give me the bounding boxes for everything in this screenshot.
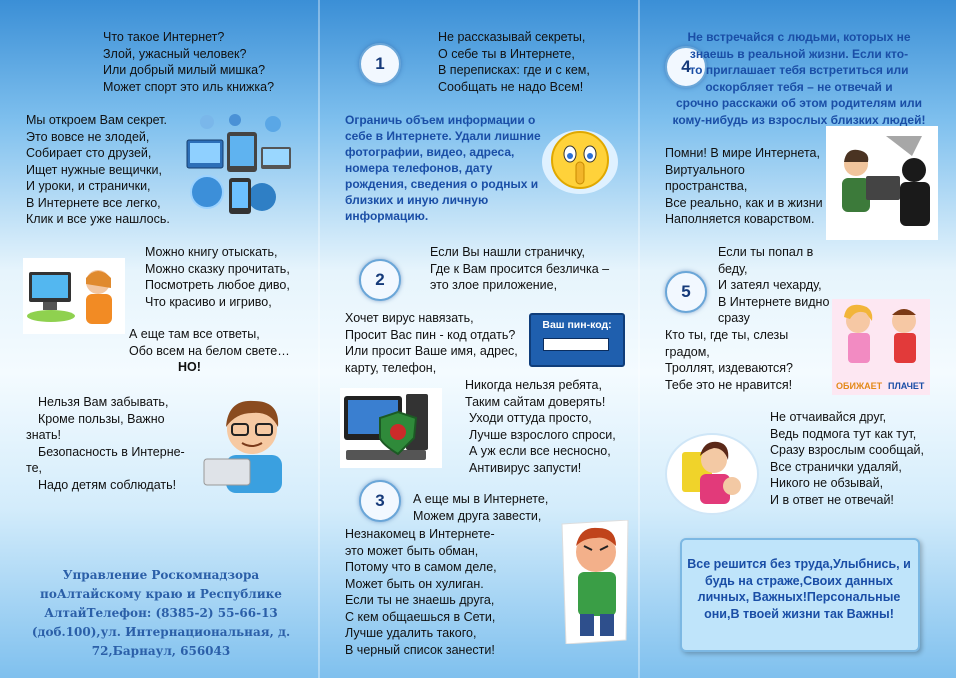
internet-devices-illustration [177,112,297,222]
rule-4-poem [665,145,823,228]
text-line: кому-нибудь из взрослых близких людей! [672,112,926,127]
text-line: Если ты попал в [718,245,814,259]
text-line: Просит Вас пин - код отдать? [345,327,516,342]
intro-but-word: НО! [178,360,201,374]
angry-boy-illustration [560,520,630,644]
text-line: Что такое Интернет? [103,30,225,44]
column-divider [318,0,320,678]
text-line: ул. Интернациональная, д. 72, [91,625,291,658]
text-line: В черный список занести! [345,642,495,657]
boy-with-laptop-illustration [200,393,300,497]
text-line: С кем общаешься в Сети, [345,609,496,624]
text-line: Или добрый милый мишка? [103,63,266,77]
text-line: срочно расскажи об этом родителям или [675,96,923,110]
text-line: Лучше взрослого спроси, [469,427,616,442]
text-line: И в ответ не отвечай! [770,492,894,507]
text-line: Что красиво и игриво, [145,294,272,309]
rule-3-poem-1 [413,491,548,524]
text-line: Улыбнись, и будь на страже, [705,557,911,588]
text-line: И затеял чехарду, [718,278,822,292]
rule-2-poem-1 [430,244,609,294]
parent-and-child-illustration [664,430,760,516]
rule-1-poem [438,29,590,95]
text-line: это может быть обман, [345,543,479,558]
text-line: Сообщать не надо Всем! [438,79,584,94]
text-line: Персональные они, [704,590,901,621]
text-line: Сразу взрослым сообщай, [770,443,924,457]
text-line: Антивирус запусти! [469,460,582,475]
text-line: Не отчаивайся друг, [770,410,887,424]
intro-poem-3 [145,244,290,310]
text-line: В Интернете все легко, [26,195,161,210]
text-line: Троллят, издеваются? [665,361,793,375]
child-at-computer-illustration [23,258,125,334]
hacker-stranger-illustration [826,126,938,240]
text-line: Можно сказку прочитать, [145,261,290,276]
text-line: карту, телефон, [345,360,437,375]
text-line: знаешь в реальной жизни. Если кто- [689,46,909,61]
rule-5-poem-1 [718,244,829,327]
rule-6-poem [770,409,924,508]
rule-4-advice [664,29,934,128]
text-line: А еще мы в Интернете, [413,492,549,506]
rule-number-5-badge: 5 [665,271,707,313]
text-line: Собирает сто друзей, [26,146,152,160]
text-line: В твоей жизни так Важны! [730,606,894,621]
text-line: Может спорт это иль книжка? [103,79,275,94]
text-line: О себе ты в Интернете, [438,46,575,61]
text-line: Если ты не знаешь друга, [345,593,495,607]
text-line: Помни! В мире Интернета, [665,146,820,160]
text-line: Все решится без труда, [687,557,833,571]
text-line: беду, [718,261,748,276]
final-message-text [686,556,912,622]
text-line: Обо всем на белом свете… [129,343,290,358]
rule-3-poem-2 [345,526,497,658]
bullying-illustration [832,299,930,395]
rule-1-advice [345,112,541,224]
text-line: сразу [718,311,750,325]
text-line: Или просит Ваше имя, адрес, [345,344,518,358]
text-line: те, [26,461,43,475]
text-line: Потому что в самом деле, [345,560,497,574]
pin-code-prompt-graphic [529,313,625,367]
text-line: Телефон: (8385-2) 55-66-13 (доб.100), [31,606,278,639]
text-line: Нельзя Вам забывать, [38,395,169,409]
text-line: градом, [665,344,710,359]
text-line: Надо детям соблюдать! [38,477,177,492]
text-line: себе в Интернете. Удали лишние [345,129,541,143]
rule-2-poem-2 [345,310,518,376]
text-line: А еще там все ответы, [129,327,260,341]
text-line: Посмотреть любое диво, [145,278,290,292]
text-line: Мы откроем Вам секрет. [26,113,167,127]
text-line: Виртуального [665,162,745,177]
intro-poem-4 [129,326,290,359]
text-line: это злое приложение, [430,278,558,292]
text-line: Ведь подмога тут как тут, [770,426,917,441]
rule-number-2-badge: 2 [359,259,401,301]
text-line: Кроме пользы, Важно [38,411,165,426]
rule-number-1-badge: 1 [359,43,401,85]
text-line: Может быть он хулиган. [345,576,484,591]
pin-code-label: Ваш пин-код: [542,319,612,331]
shush-emoji-illustration [540,124,620,196]
text-line: то приглашает тебя встретиться или [689,63,909,77]
text-line: В Интернете видно [718,294,830,309]
text-line: Злой, ужасный человек? [103,46,247,61]
text-line: рождения, сведения о родных и [345,177,539,191]
text-line: близких и иную личную [345,193,489,207]
crying-label: ПЛАЧЕТ [888,381,925,391]
rule-number-4-badge: 4 [665,46,707,88]
text-line: Никогда нельзя ребята, [465,378,602,392]
intro-poem-5 [26,394,185,493]
text-line: Клик и все уже нашлось. [26,212,170,226]
intro-poem-1 [103,29,274,95]
organization-contact-footer [30,566,292,661]
text-line: Все странички удаляй, [770,459,902,474]
text-line: Алтайскому краю и Республике Алтай [44,587,282,620]
text-line: Где к Вам просится безличка – [430,261,610,276]
text-line: Управление Роскомнадзора по [40,568,260,601]
text-line: Лучше удалить такого, [345,626,477,640]
text-line: Никого не обзывай, [770,476,884,490]
text-line: Своих данных личных, Важных! [697,573,893,604]
pin-code-field-graphic [543,338,609,351]
text-line: Хочет вирус навязать, [345,311,474,325]
text-line: Тебе это не нравится! [665,377,793,392]
text-line: Все реально, как и в жизни [665,195,823,210]
text-line: Ограничь объем информации о [345,113,536,127]
intro-poem-2 [26,112,170,228]
text-line: фотографии, видео, адреса, [345,145,515,159]
text-line: В переписках: где и с кем, [438,63,590,77]
antivirus-computer-illustration [340,388,442,468]
text-line: номера телефонов, дату [345,161,493,175]
text-line: Не встречайся с людьми, которых не [687,30,911,44]
text-line: Если Вы нашли страничку, [430,245,585,259]
rule-number-3-badge: 3 [359,480,401,522]
text-line: Можно книгу отыскать, [145,245,278,259]
text-line: знать! [26,428,62,442]
text-line: информацию. [345,209,429,223]
text-line: А уж если все несносно, [469,444,611,458]
bully-label: ОБИЖАЕТ [836,381,883,391]
rule-5-poem-2 [665,327,793,393]
text-line: Таким сайтам доверять! [465,394,606,409]
text-line: Наполняется коварством. [665,212,815,226]
text-line: Барнаул, 656043 [112,644,231,658]
text-line: Незнакомец в Интернете- [345,527,495,541]
text-line: Не рассказывай секреты, [438,30,586,44]
text-line: Кто ты, где ты, слезы [665,328,789,342]
text-line: Можем друга завести, [413,508,542,523]
column-divider [638,0,640,678]
text-line: Уходи оттуда просто, [469,411,592,425]
text-line: И уроки, и странички, [26,179,151,193]
text-line: оскорбляет тебя – не отвечай и [705,79,893,94]
rule-2-poem-3 [465,377,616,476]
text-line: пространства, [665,179,748,193]
text-line: Ищет нужные вещички, [26,162,162,177]
text-line: Безопасность в Интерне- [38,444,185,459]
text-line: Это вовсе не злодей, [26,129,150,144]
